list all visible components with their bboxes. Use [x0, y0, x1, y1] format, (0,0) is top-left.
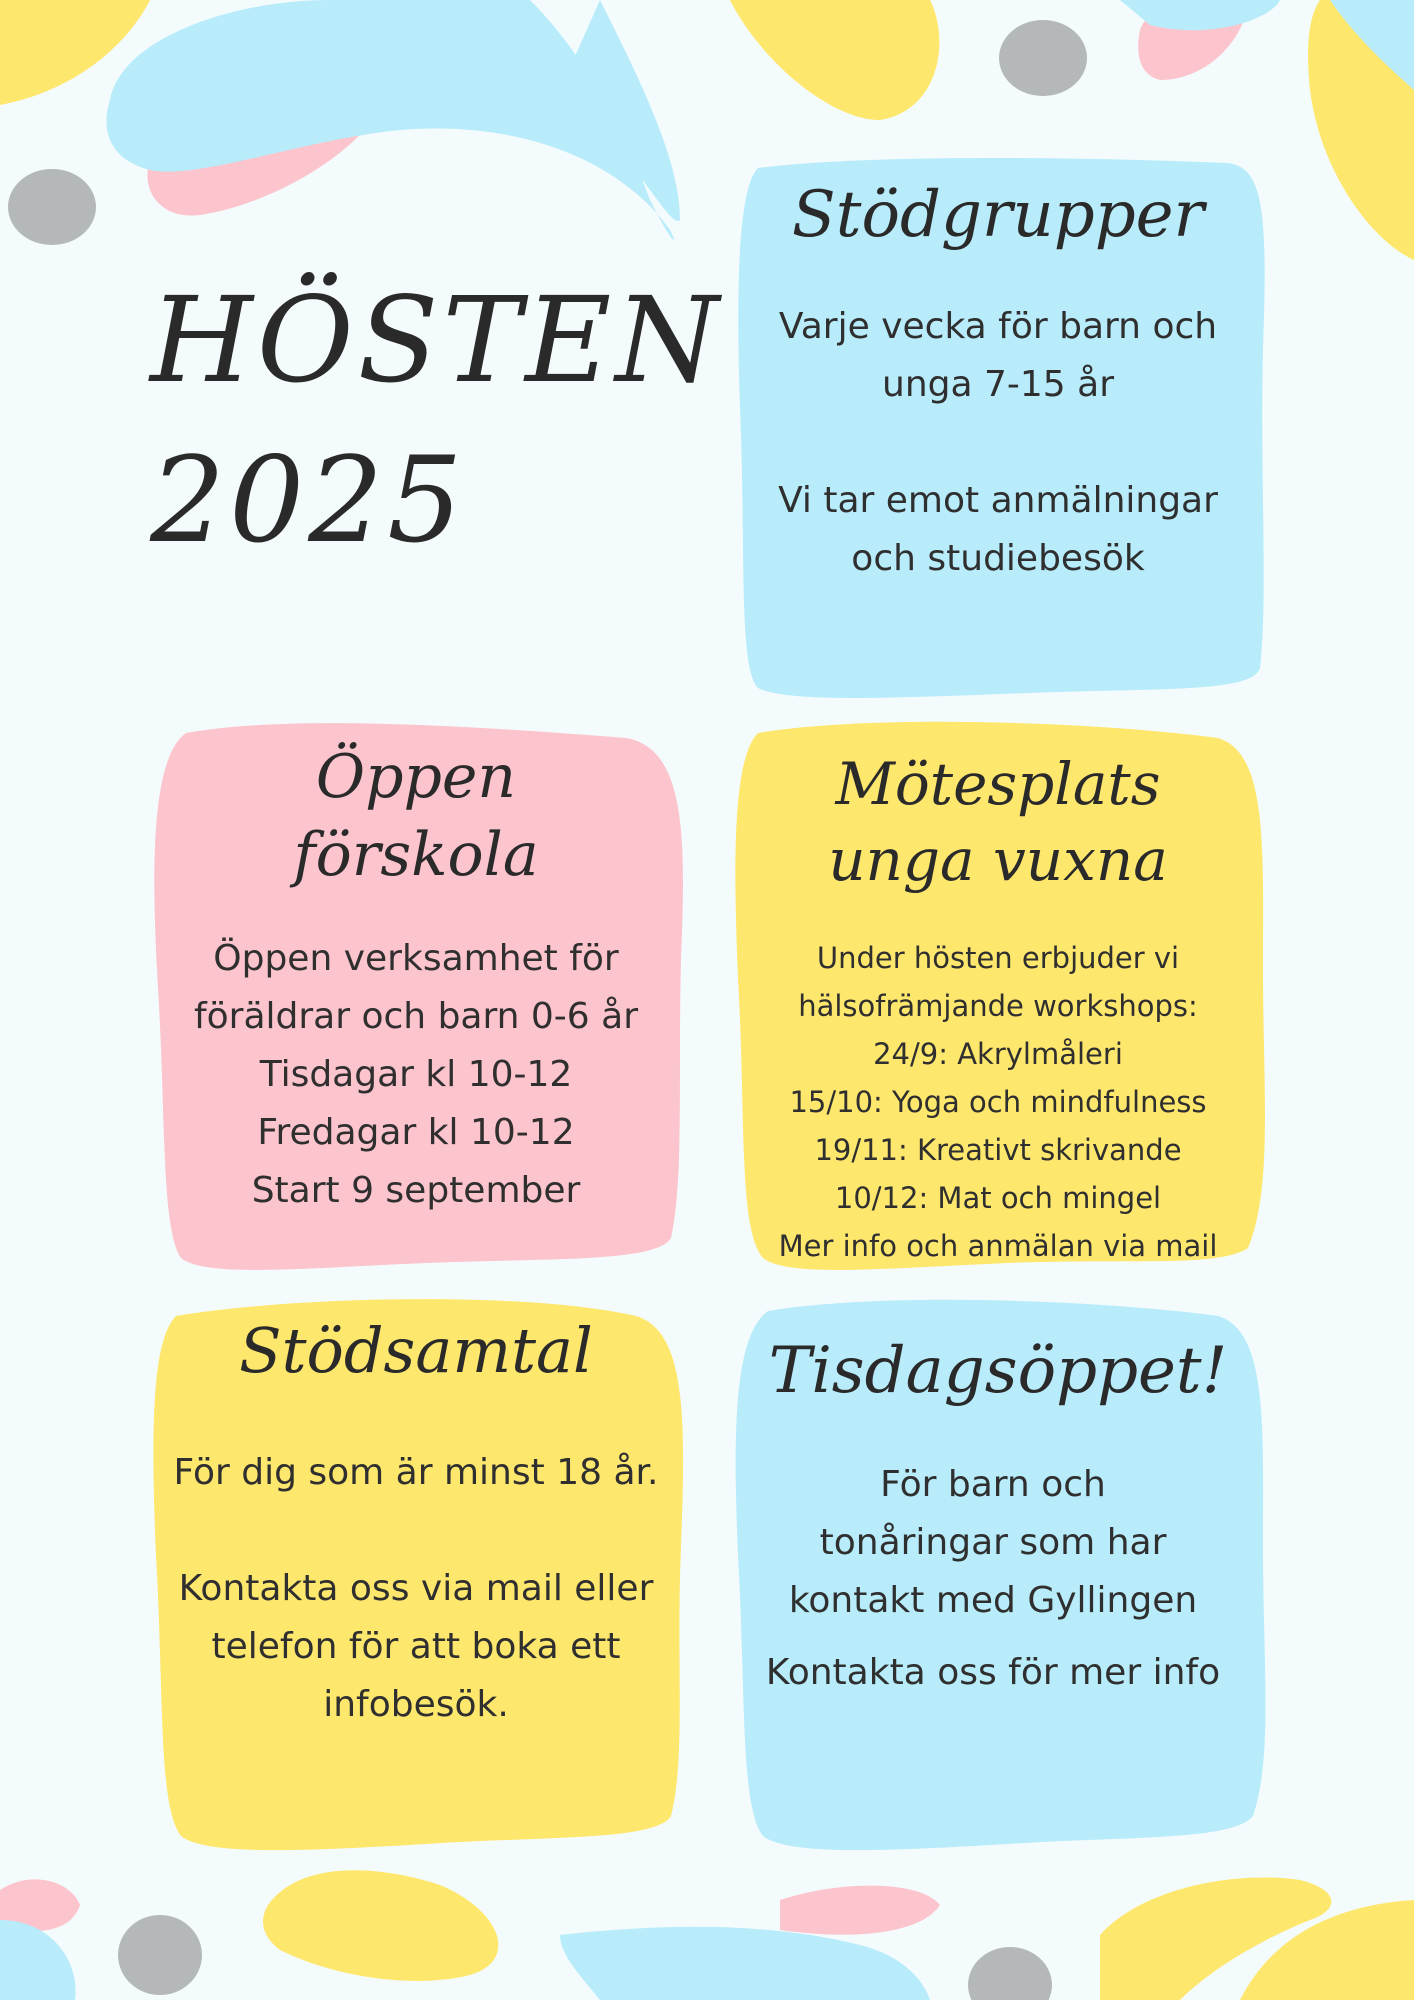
card-text: Mer info och anmälan via mail: [778, 1229, 1218, 1263]
card-text: 19/11: Kreativt skrivande: [814, 1133, 1182, 1167]
card-text: 10/12: Mat och mingel: [834, 1181, 1162, 1215]
card-text: Tisdagar kl 10-12: [259, 1054, 573, 1095]
card-text: 24/9: Akrylmåleri: [873, 1037, 1123, 1071]
title-line-1: HÖSTEN: [150, 271, 723, 409]
card-heading: Stödgrupper: [791, 178, 1205, 252]
poster-title: [150, 260, 723, 580]
card-text: Under hösten erbjuder vi hälsofrämjande workshops:: [798, 941, 1198, 1023]
card-text: Start 9 september: [251, 1170, 581, 1211]
card-stodgrupper: [728, 148, 1268, 703]
card-text: Vi tar emot anmälningar och studiebesök: [778, 480, 1218, 579]
card-text: För dig som är minst 18 år.: [173, 1452, 659, 1493]
card-text: Öppen verksamhet för föräldrar och barn 0-6 år: [193, 938, 639, 1037]
card-text: För barn och tonåringar som har kontakt med Gyllingen: [788, 1464, 1198, 1621]
card-text: Kontakta oss för mer info: [765, 1652, 1221, 1693]
card-oppen-forskola: [146, 718, 686, 1273]
card-heading: Stödsamtal: [239, 1314, 593, 1387]
title-line-2: 2025: [150, 431, 467, 569]
card-text: 15/10: Yoga och mindfulness: [789, 1085, 1207, 1119]
card-heading: Mötesplats unga vuxna: [828, 750, 1168, 894]
card-stodsamtal: [146, 1296, 686, 1851]
card-heading: Öppen förskola: [293, 742, 539, 890]
card-heading: Tisdagsöppet!: [768, 1334, 1228, 1408]
card-motesplats: [728, 718, 1268, 1273]
card-tisdagsoppet: [728, 1296, 1268, 1851]
card-text: Kontakta oss via mail eller telefon för att boka ett infobesök.: [178, 1568, 654, 1725]
card-text: Fredagar kl 10-12: [257, 1112, 575, 1153]
card-text: Varje vecka för barn och unga 7-15 år: [778, 306, 1218, 405]
